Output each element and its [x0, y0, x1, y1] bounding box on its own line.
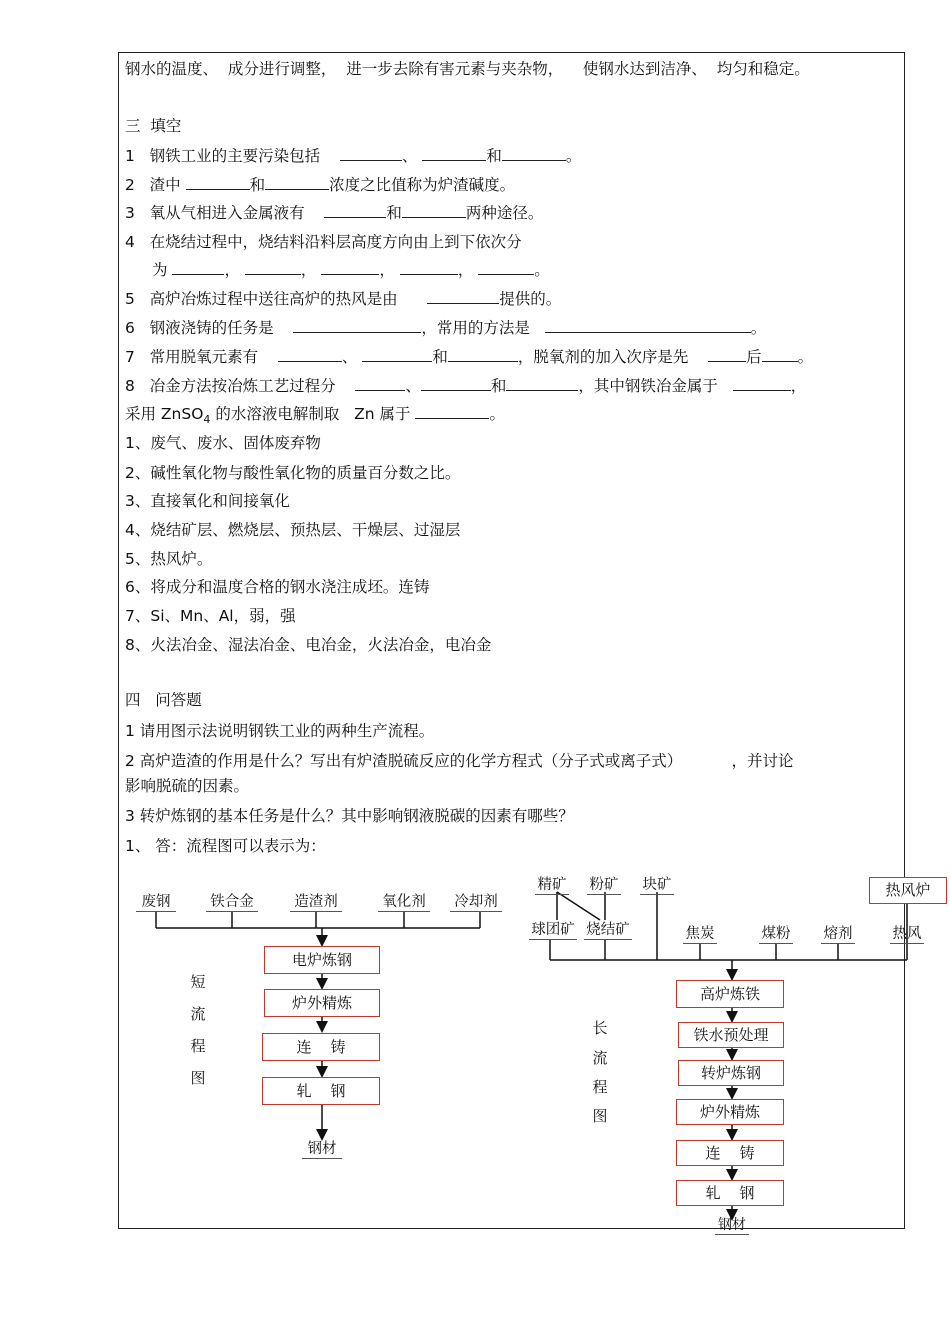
long-ore-sinter: 烧结矿 — [584, 921, 632, 940]
answer-2: 2、碱性氧化物与酸性氧化物的质量百分数之比。 — [125, 464, 461, 482]
long-input-flux: 熔剂 — [821, 925, 855, 944]
q3-1: 1 钢铁工业的主要污染包括 、 和 。 — [125, 147, 582, 165]
short-caption-4: 图 — [190, 1069, 206, 1087]
long-output-steel: 钢材 — [715, 1216, 749, 1235]
long-step-casting: 连 铸 — [676, 1140, 784, 1166]
long-step-blastfurnace: 高炉炼铁 — [676, 980, 784, 1008]
long-ore-fines: 粉矿 — [587, 876, 621, 895]
long-step-bof: 转炉炼钢 — [678, 1060, 784, 1086]
long-hot-stove: 热风炉 — [869, 877, 947, 904]
section3-title: 三 填空 — [125, 117, 182, 135]
answer-6: 6、将成分和温度合格的钢水浇注成坯。连铸 — [125, 578, 430, 596]
answer-8: 8、火法冶金、湿法冶金、电冶金，火法冶金，电冶金 — [125, 636, 492, 654]
q3-7: 7 常用脱氧元素有 、 和 ，脱氧剂的加入次序是先 后 。 — [125, 348, 814, 366]
long-step-refining: 炉外精炼 — [676, 1099, 784, 1125]
intro-line: 钢水的温度、 成分进行调整， 进一步去除有害元素与夹杂物， 使钢水达到洁净、 均匀和稳定。 — [125, 60, 810, 78]
long-caption-3: 程 — [592, 1078, 608, 1096]
q3-2: 2 渣中 和 浓度之比值称为炉渣碱度。 — [125, 176, 516, 194]
short-input-scrap: 废钢 — [136, 893, 176, 912]
short-caption-1: 短 — [190, 973, 206, 991]
long-caption-1: 长 — [592, 1019, 608, 1037]
q3-5: 5 高炉冶炼过程中送往高炉的热风是由 提供的。 — [125, 290, 562, 308]
long-ore-lump: 块矿 — [640, 876, 674, 895]
section4-title: 四 问答题 — [125, 691, 202, 709]
long-step-pretreatment: 铁水预处理 — [678, 1022, 784, 1048]
q3-3: 3 氧从气相进入金属液有 和 两种途径。 — [125, 204, 544, 222]
short-caption-3: 程 — [190, 1037, 206, 1055]
answer-4: 4、烧结矿层、燃烧层、预热层、干燥层、过湿层 — [125, 521, 461, 539]
long-input-coalpowder: 煤粉 — [759, 925, 793, 944]
q4-1: 1 请用图示法说明钢铁工业的两种生产流程。 — [125, 722, 435, 740]
short-input-coolant: 冷却剂 — [450, 893, 502, 912]
long-ore-pellet: 球团矿 — [529, 921, 577, 940]
q4-2: 2 高炉造渣的作用是什么？写出有炉渣脱硫反应的化学方程式（分子式或离子式） ，并讨论 — [125, 752, 794, 770]
short-caption-2: 流 — [190, 1005, 206, 1023]
short-input-ferroalloy: 铁合金 — [206, 893, 258, 912]
answer-7: 7、Si、Mn、Al，弱，强 — [125, 607, 296, 625]
q4-3: 3 转炉炼钢的基本任务是什么？其中影响钢液脱碳的因素有哪些？ — [125, 807, 574, 825]
short-step-eaf: 电炉炼钢 — [264, 946, 380, 974]
q3-4: 4 在烧结过程中，烧结料沿料层高度方向由上到下依次分 — [125, 233, 522, 251]
q3-4-cont: 为 ， ， ， ， 。 — [152, 261, 550, 279]
short-step-casting: 连 铸 — [262, 1033, 380, 1061]
long-input-hotblast: 热风 — [890, 925, 924, 944]
q3-6: 6 钢液浇铸的任务是 ，常用的方法是 。 — [125, 319, 767, 337]
long-caption-4: 图 — [592, 1107, 608, 1125]
long-input-coke: 焦炭 — [683, 925, 717, 944]
short-input-slagformer: 造渣剂 — [290, 893, 342, 912]
q4-answer-1: 1、 答：流程图可以表示为： — [125, 837, 326, 855]
q3-8-cont: 采用 ZnSO$_4$ 的水溶液电解制取 Zn 属于 。 — [125, 405, 505, 427]
short-step-rolling: 轧 钢 — [262, 1077, 380, 1105]
answer-1: 1、废气、废水、固体废弃物 — [125, 434, 321, 452]
short-input-oxidizer: 氧化剂 — [378, 893, 430, 912]
long-step-rolling: 轧 钢 — [676, 1180, 784, 1206]
short-output-steel: 钢材 — [302, 1140, 342, 1159]
answer-5: 5、热风炉。 — [125, 550, 213, 568]
short-step-refining: 炉外精炼 — [264, 989, 380, 1017]
long-caption-2: 流 — [592, 1049, 608, 1067]
long-ore-concentrate: 精矿 — [535, 876, 569, 895]
q4-2-cont: 影响脱硫的因素。 — [125, 777, 250, 795]
q3-8: 8 冶金方法按冶炼工艺过程分 、 和 ，其中钢铁冶金属于 ， — [125, 377, 807, 395]
answer-3: 3、直接氧化和间接氧化 — [125, 492, 290, 510]
